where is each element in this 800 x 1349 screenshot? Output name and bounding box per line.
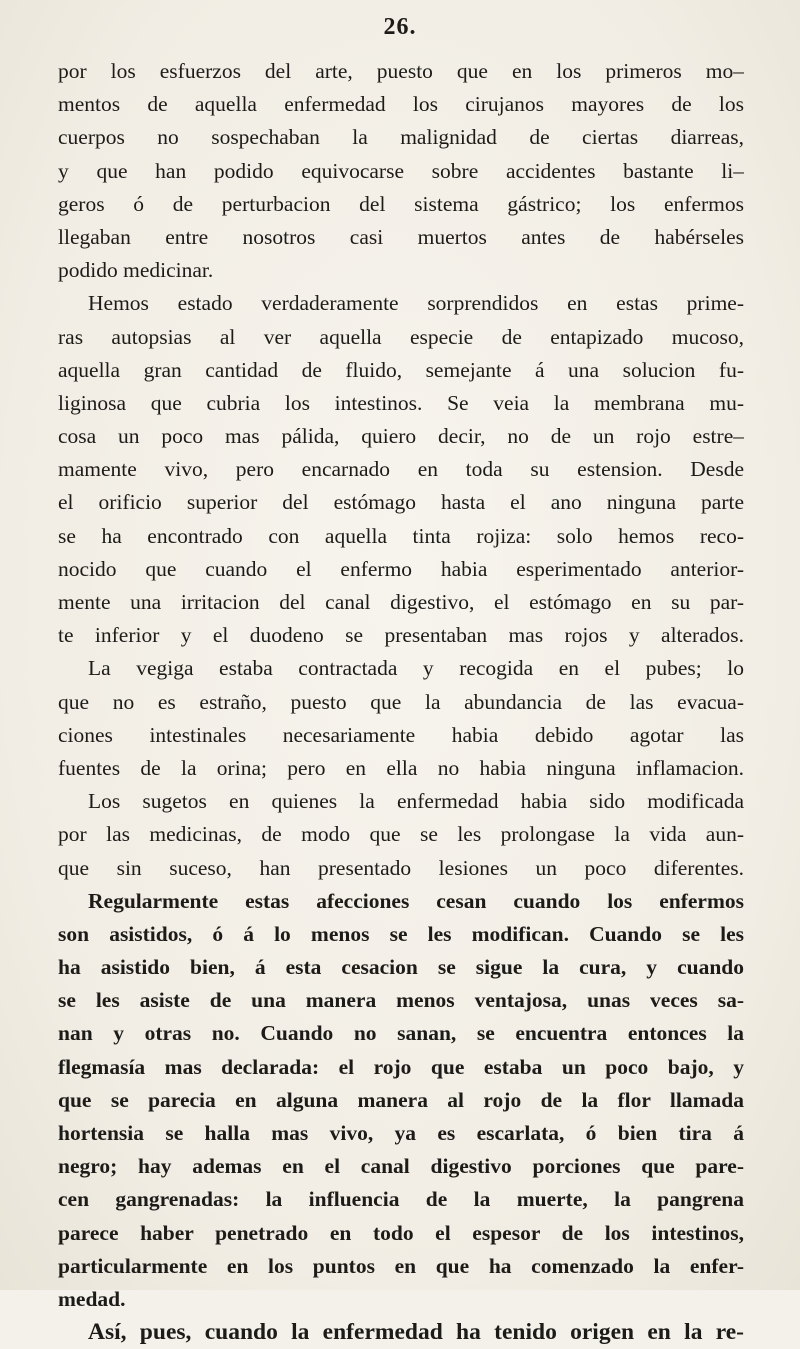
text-line: parece haber penetrado en todo el espesor de los intestinos, [58,1220,744,1245]
text-line: por las medicinas, de modo que se les prolongase la vida aun- [58,822,744,847]
text-line: Hemos estado verdaderamente sorprendidos en estas prime- [88,291,744,316]
text-line: se ha encontrado con aquella tinta rojiza: solo hemos reco- [58,523,744,548]
text-line: Los sugetos en quienes la enfermedad habia sido modificada [88,789,744,814]
text-line: La vegiga estaba contractada y recogida en el pubes; lo [88,656,744,681]
text-line: nan y otras no. Cuando no sanan, se encuentra entonces la [58,1021,744,1046]
text-line: que se parecia en alguna manera al rojo de la flor llamada [58,1087,744,1112]
text-line: que sin suceso, han presentado lesiones un poco diferentes. [58,855,744,880]
text-line: por los esfuerzos del arte, puesto que en los primeros mo– [58,59,744,83]
text-line: particularmente en los puntos en que ha comenzado la enfer- [58,1253,744,1278]
text-line: medad. [58,1286,126,1311]
text-line: liginosa que cubria los intestinos. Se veia la membrana mu- [58,390,744,415]
text-line: llegaban entre nosotros casi muertos antes de habérseles [58,224,744,249]
text-line: te inferior y el duodeno se presentaban mas rojos y alterados. [58,623,744,648]
text-line: se les asiste de una manera menos ventajosa, unas veces sa- [58,988,744,1013]
text-line: cen gangrenadas: la influencia de la muerte, la pangrena [58,1187,744,1212]
text-line: cosa un poco mas pálida, quiero decir, no de un rojo estre– [58,424,744,449]
text-line: el orificio superior del estómago hasta el ano ninguna parte [58,490,744,515]
body-text [58,55,744,1349]
text-line: ras autopsias al ver aquella especie de entapizado mucoso, [58,324,744,349]
text-line: y que han podido equivocarse sobre accidentes bastante li– [58,158,744,183]
text-line: negro; hay ademas en el canal digestivo porciones que pare- [58,1154,744,1179]
text-line: aquella gran cantidad de fluido, semejante á una solucion fu- [58,357,744,382]
text-line: mente una irritacion del canal digestivo, el estómago en su par- [58,590,744,614]
text-line: ha asistido bien, á esta cesacion se sigue la cura, y cuando [58,955,744,980]
text-line: ciones intestinales necesariamente habia debido agotar las [58,722,744,747]
text-line: nocido que cuando el enfermo habia esperimentado anterior- [58,556,744,581]
text-line: que no es estraño, puesto que la abundancia de las evacua- [58,689,744,714]
text-line: hortensia se halla mas vivo, ya es escarlata, ó bien tira á [58,1121,744,1145]
text-line: fuentes de la orina; pero en ella no habia ninguna inflamacion. [58,755,744,780]
text-line: geros ó de perturbacion del sistema gástrico; los enfermos [58,191,744,216]
text-line: cuerpos no sospechaban la malignidad de ciertas diarreas, [58,125,744,150]
page-number: 26. [383,14,417,40]
text-line: Regularmente estas afecciones cesan cuando los enfermos [88,888,744,913]
text-line: Así, pues, cuando la enfermedad ha tenido origen en la re- [88,1319,744,1346]
text-line: son asistidos, ó á lo menos se les modifican. Cuando se les [58,921,744,946]
text-line: mamente vivo, pero encarnado en toda su estension. Desde [58,457,744,482]
text-line: flegmasía mas declarada: el rojo que estaba un poco bajo, y [58,1054,744,1079]
text-line: podido medicinar. [58,258,214,283]
text-line: mentos de aquella enfermedad los cirujanos mayores de los [58,92,744,117]
